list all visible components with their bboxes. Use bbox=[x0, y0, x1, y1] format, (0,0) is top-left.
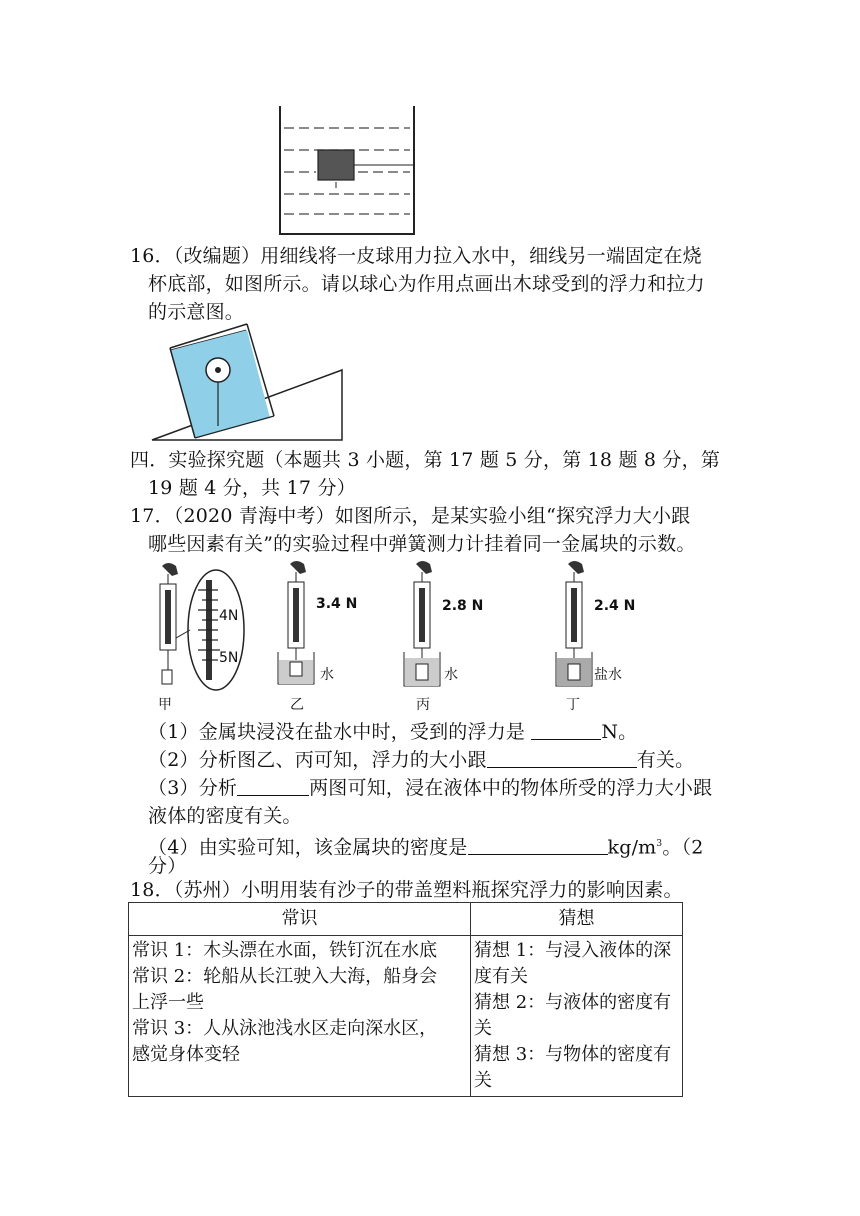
label-yi: 乙 bbox=[290, 697, 304, 713]
q17-line1: 17．（2020 青海中考）如图所示，是某实验小组“探究浮力大小跟 bbox=[130, 505, 691, 527]
block bbox=[318, 150, 354, 180]
q17-sub4-line2: 分） bbox=[148, 855, 187, 877]
q17-sub4: （4）由实验可知，该金属块的密度是 $kg/m^3$。（2 bbox=[148, 836, 704, 859]
liquid-bing: 水 bbox=[444, 667, 458, 683]
q17-line2: 哪些因素有关”的实验过程中弹簧测力计挂着同一金属块的示数。 bbox=[148, 533, 696, 555]
zoom-4n: 4N bbox=[219, 608, 239, 624]
table-header-common: 常识 bbox=[129, 903, 471, 936]
label-ding: 丁 bbox=[566, 697, 580, 713]
q17-sub3-line2: 液体的密度有关。 bbox=[148, 805, 302, 827]
table-header-guess: 猜想 bbox=[471, 903, 683, 936]
blank-1[interactable] bbox=[531, 721, 601, 740]
q16-line3: 的示意图。 bbox=[148, 301, 245, 323]
scale-bing bbox=[404, 561, 440, 686]
q18-line1: 18．（苏州）小明用装有沙子的带盖塑料瓶探究浮力的影响因素。 bbox=[130, 879, 683, 901]
scale-yi bbox=[278, 561, 314, 684]
label-jia: 甲 bbox=[158, 697, 172, 713]
q17-sub1: （1）金属块浸没在盐水中时，受到的浮力是 N。 bbox=[148, 721, 638, 743]
q17-sub2: （2）分析图乙、丙可知，浮力的大小跟 有关。 bbox=[148, 749, 695, 771]
q17-sub3: （3）分析 两图可知，浸在液体中的物体所受的浮力大小跟 bbox=[148, 777, 713, 799]
q18-table bbox=[128, 902, 683, 1097]
table-cell-common: 常识 1：木头漂在水面，铁钉沉在水底 常识 2：轮船从长江驶入大海，船身会 上浮一些 常识 3：人从泳池浅水区走向深水区， 感觉身体变轻 bbox=[129, 936, 471, 1097]
reading-yi: 3.4 N bbox=[316, 596, 358, 612]
label-bing: 丙 bbox=[416, 697, 430, 713]
q16-line2: 杯底部，如图所示。请以球心为作用点画出木球受到的浮力和拉力 bbox=[148, 273, 705, 295]
q16-line1: 16．（改编题）用细线将一皮球用力拉入水中，细线另一端固定在烧 bbox=[130, 245, 702, 267]
blank-4[interactable] bbox=[468, 836, 608, 855]
blank-3[interactable] bbox=[237, 777, 309, 796]
spring-scale-figure bbox=[148, 560, 648, 710]
beaker-block-figure bbox=[270, 104, 420, 238]
section4-line2: 19 题 4 分，共 17 分） bbox=[148, 477, 356, 499]
liquid-ding: 盐水 bbox=[594, 667, 622, 683]
blank-2[interactable] bbox=[487, 749, 637, 768]
reading-ding: 2.4 N bbox=[594, 598, 636, 614]
liquid-yi: 水 bbox=[320, 667, 334, 683]
scale-ding bbox=[556, 561, 592, 686]
scale-jia bbox=[160, 563, 178, 684]
table-cell-guess: 猜想 1：与浸入液体的深 度有关 猜想 2：与液体的密度有 关 猜想 3：与物体的密度有 关 bbox=[471, 936, 683, 1097]
incline-ball-figure bbox=[150, 320, 345, 444]
section4-line1: 四．实验探究题（本题共 3 小题，第 17 题 5 分，第 18 题 8 分，第 bbox=[130, 449, 721, 471]
zoom-5n: 5N bbox=[219, 650, 239, 666]
reading-bing: 2.8 N bbox=[442, 598, 484, 614]
